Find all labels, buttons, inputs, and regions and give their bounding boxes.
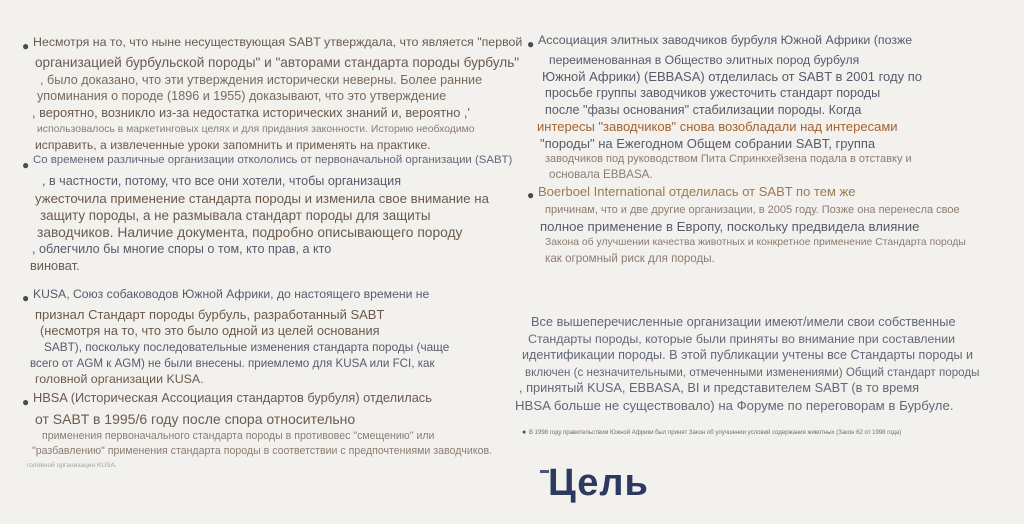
bullet-line: "породы" на Ежегодном Общем собрании SABT, группа	[540, 136, 876, 152]
footnote-text: В 1998 году правительством Южной Африки был принят Закон об улучшении условий содержания животных (Закон 62 от 1998 года)	[529, 430, 902, 436]
bullet-line: KUSA, Союз собаководов Южной Африки, до настоящего времени не	[33, 287, 430, 301]
bullet-line: HBSA (Историческая Ассоциация стандартов бурбуля) отделилась	[33, 390, 432, 405]
bullet-line: организацией бурбульской породы" и "авторами стандарта породы бурбуль"	[35, 55, 520, 70]
bullet-line: упоминания о породе (1896 и 1955) доказывают, что это утверждение	[37, 89, 447, 104]
bullet-line: исправить, а извлеченные уроки запомнить и применять на практике.	[35, 137, 431, 152]
bullet-sabt-claims	[22, 35, 523, 152]
summary-line: Все вышеперечисленные организации имеют/имели свои собственные	[531, 314, 956, 329]
bullet-line: от SABT в 1995/6 году после спора относительно	[35, 411, 356, 427]
bullet-line: интересы "заводчиков" снова возобладали над интересами	[537, 119, 898, 135]
faded-note-text: головной организации KUSA.	[27, 462, 117, 469]
bullet-line: головной организации KUSA.	[35, 372, 204, 387]
footnote-row	[522, 429, 1022, 437]
bullet-line: использовалось в маркетинговых целях и для придания законности. Историю необходимо	[37, 123, 475, 135]
goal-heading: Цель	[548, 462, 649, 504]
bullet-point-icon: ●	[22, 291, 30, 305]
bullet-line: защиту породы, а не размывала стандарт породы для защиты	[40, 207, 431, 223]
bullet-line: Со временем различные организации откололись от первоначальной организации (SABT)	[33, 154, 513, 166]
bullet-line: полное применение в Европу, поскольку предвидела влияние	[540, 219, 920, 234]
bullet-ebbasa	[527, 34, 1024, 181]
bullet-point-icon: ●	[522, 429, 527, 436]
summary-line: включен (с незначительными, отмеченными изменениями) Общий стандарт породы	[525, 365, 980, 379]
bullet-line: виноват.	[30, 257, 80, 273]
bullet-line: применения первоначального стандарта породы в противовес "смещению" или	[42, 430, 435, 442]
bullet-line: SABT), поскольку последовательные изменения стандарта породы (чаще	[44, 339, 450, 354]
bullet-line: Южной Африки) (EBBASA) отделилась от SABT в 2001 году по	[542, 69, 922, 85]
bullet-line: "разбавлению" применения стандарта породы в соответствии с предпочтениями заводчиков.	[32, 444, 493, 457]
bullet-line: Boerboel International отделилась от SABT по тем же	[538, 184, 856, 199]
bullet-line: переименованная в Общество элитных пород бурбуля	[549, 53, 860, 67]
summary-line: HBSA больше не существовало) на Форуме по переговорам в Бурбуле.	[515, 398, 954, 414]
bullet-splinter-organizations	[22, 154, 513, 273]
bullet-line: причинам, что и две другие организации, в 2005 году. Позже она перенесла свое	[545, 204, 960, 216]
bullet-hbsa	[22, 392, 512, 456]
bullet-line: всего от AGM к AGM) не были внесены. приемлемо для KUSA или FCI, как	[30, 356, 435, 370]
summary-line: идентификации породы. В этой публикации учтены все Стандарты породы и	[522, 348, 974, 363]
bullet-line: просьбе группы заводчиков ужесточить стандарт породы	[545, 86, 881, 101]
summary-paragraph	[513, 316, 1024, 412]
bullet-line: заводчиков под руководством Пита Спринкхейзена подала в отставку и	[545, 153, 912, 166]
faded-residual-note	[27, 463, 117, 470]
bullet-line: Ассоциация элитных заводчиков бурбуля Южной Африки (позже	[538, 33, 913, 47]
bullet-boerboel-international	[527, 185, 1024, 264]
bullet-line: , вероятно, возникло из-за недостатка исторических знаний и, вероятно ,'	[32, 104, 470, 120]
bullet-line: ужесточила применение стандарта породы и изменила свое внимание на	[35, 190, 489, 206]
bullet-line: признал Стандарт породы бурбуль, разработанный SABT	[35, 307, 385, 322]
bullet-point-icon: ●	[22, 39, 30, 53]
bullet-line: после "фазы основания" стабилизации породы. Когда	[545, 102, 862, 117]
summary-line: Стандарты породы, которые были приняты во внимание при составлении	[528, 331, 956, 346]
bullet-kusa	[22, 288, 502, 386]
bullet-line: , облегчило бы многие споры о том, кто прав, а кто	[32, 242, 332, 256]
bullet-point-icon: ●	[22, 158, 30, 172]
bullet-line: , было доказано, что эти утверждения исторически неверны. Более ранние	[40, 72, 483, 87]
bullet-line: , в частности, потому, что все они хотели, чтобы организация	[42, 174, 402, 188]
bullet-line: основала EBBASA.	[549, 168, 653, 182]
bullet-line: заводчиков. Наличие документа, подробно описывающего породу	[37, 225, 463, 241]
bullet-line: как огромный риск для породы.	[545, 251, 715, 265]
summary-line: , принятый KUSA, EBBASA, BI и представителем SABT (в то время	[519, 380, 920, 396]
footnote	[522, 429, 1022, 437]
bullet-point-icon: ●	[527, 37, 535, 51]
bullet-point-icon: ●	[527, 188, 535, 202]
bullet-line: Закона об улучшении качества животных и конкретное применение Стандарта породы	[545, 237, 966, 249]
right-column	[505, 0, 1024, 524]
bullet-point-icon: ●	[22, 395, 30, 409]
bullet-line: Несмотря на то, что ныне несуществующая SABT утверждала, что является "первой	[33, 35, 523, 49]
bullet-line: (несмотря на то, что это было одной из целей основания	[40, 323, 380, 338]
